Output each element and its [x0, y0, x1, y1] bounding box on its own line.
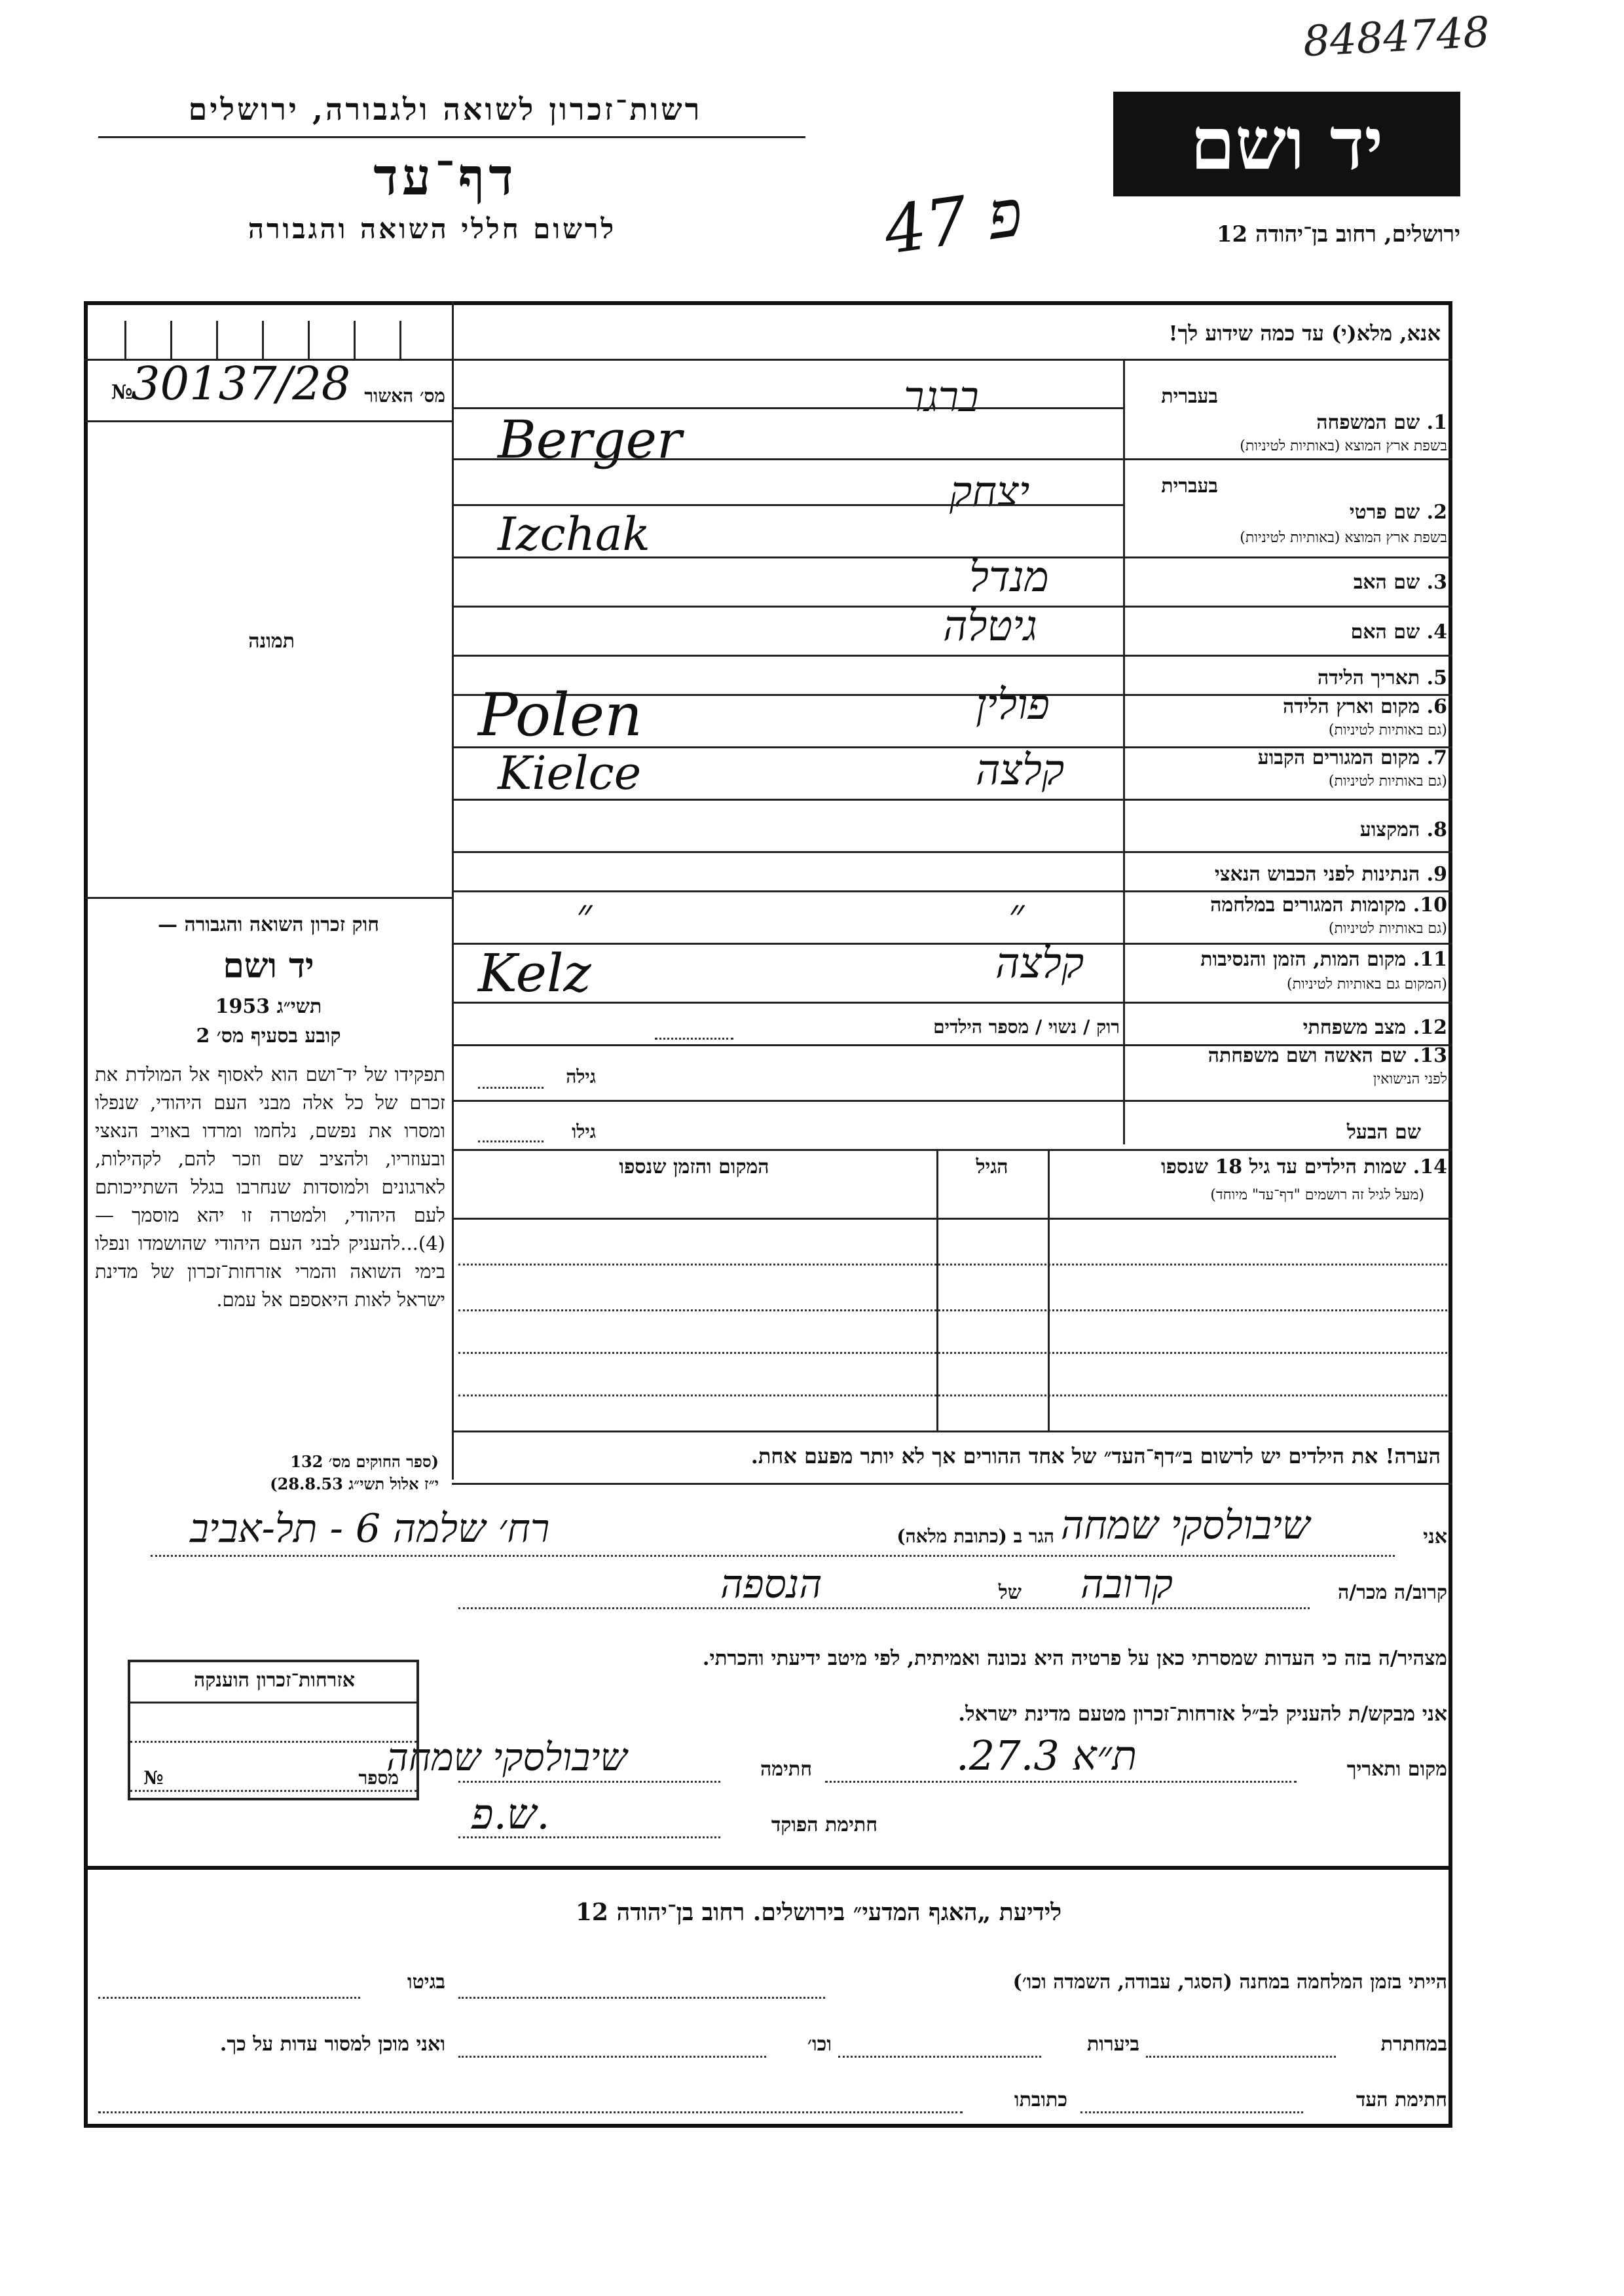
field-10-hw-hebrew: ״ — [1008, 890, 1025, 939]
footer-line3-a: חתימת העד — [1356, 2088, 1447, 2111]
footer-line1-dots-b — [98, 1997, 360, 1999]
footer-title: לידיעת „האגף המדעי״ בירושלים. רחוב בן־יהודה 12 — [575, 1899, 1062, 1926]
field-8-divider — [452, 851, 1452, 853]
law-ref-2: י״ז אלול תשי״ג 28.8.53) — [270, 1474, 439, 1493]
field-13-label: 13. שם האשה ושם משפחתה — [1208, 1044, 1447, 1067]
field-husband-age-dots — [478, 1140, 544, 1142]
law-text: תפקידו של יד־ושם הוא לאסוף אל המולדת את זכרם של כל אלה מבני העם היהודי, שנפלו ומסרו את נפשם, נלחמו ומרדו באויב הנאצי ובעוזריו, ולהציב שם וזכר להם, לקהילות, לארגונים ולמוסדות שנחרבו בגלל השתייכותם לעם היהודי, ולמטרה זו יהא מוסמך — (4)...להעניק לבני העם היהודי שהושמדו ונפלו בימי השואה והמרי אזרחות־זכרון של מדינת ישראל לאות היאספם אל עמם. — [95, 1063, 445, 1311]
decl-officer-line — [458, 1836, 720, 1838]
handwritten-mark: 47 פ — [879, 173, 1027, 270]
field-2-divider-a — [452, 504, 1123, 506]
footer-line3-dots-b — [98, 2111, 963, 2113]
approval-divider — [85, 420, 452, 422]
field-4-label: 4. שם האם — [1350, 621, 1447, 644]
field-7-divider — [452, 799, 1452, 801]
field-4-hw-hebrew: גיטלה — [943, 602, 1037, 651]
field-2-sub: בשפת ארץ המוצא (באותיות לטיניות) — [1240, 530, 1447, 546]
children-row-2 — [458, 1309, 1447, 1311]
field-13-divider — [452, 1100, 1452, 1102]
header-underline — [98, 136, 805, 138]
decl-hw-place-date: ת״א 27.3. — [956, 1732, 1137, 1779]
field-9-label: 9. הנתינות לפני הכבוש הנאצי — [1214, 863, 1447, 886]
handwritten-archive-number: 8484748 — [1302, 8, 1491, 67]
field-10-hw-latin: ״ — [576, 890, 593, 939]
decl-hw-officer: ש.פ. — [471, 1791, 550, 1839]
photo-divider — [85, 897, 452, 899]
form-subtitle: לרשום חללי השואה והגבורה — [248, 213, 617, 245]
field-13-age-dots — [478, 1087, 544, 1089]
children-row-1 — [458, 1264, 1447, 1266]
decl-signature-line — [458, 1781, 720, 1783]
field-13-sub: לפני הנישואין — [1373, 1071, 1447, 1087]
footer-line2-b: ביערות — [1086, 2033, 1139, 2056]
field-1-hebrew-tag: בעברית — [1161, 385, 1218, 408]
decl-gar-b: הגר ב (כתובת מלאה) — [896, 1525, 1054, 1547]
children-col3-header: המקום והזמן שנספו — [619, 1156, 769, 1178]
field-13-age-label: גילה — [566, 1066, 596, 1087]
label-column-divider — [1123, 359, 1125, 1144]
law-year: תשי״ג 1953 — [215, 995, 322, 1018]
children-header-divider — [452, 1218, 1452, 1220]
footer-line2-dots-a — [1146, 2056, 1336, 2058]
field-2-divider — [452, 556, 1452, 558]
note-divider — [452, 1483, 1452, 1485]
field-2-hebrew-tag: בעברית — [1161, 475, 1218, 498]
footer-line2-c: וכו׳ — [807, 2033, 832, 2056]
decl-declare: מצהיר/ה בזה כי העדות שמסרתי כאן על פרטיה היא נכונה ואמיתית, לפי מיטב ידיעתי והכרתי. — [702, 1647, 1447, 1670]
law-clause: קובע בסעיף מס׳ 2 — [196, 1025, 341, 1048]
law-title: חוק זכרון השואה והגבורה — — [158, 913, 379, 936]
field-10-sub: (גם באותיות לטיניות) — [1328, 920, 1447, 937]
field-husband-divider — [452, 1149, 1452, 1151]
form-title: דף־עד — [373, 147, 517, 207]
field-12-label: 12. מצב משפחתי — [1302, 1016, 1447, 1039]
field-1-divider — [452, 458, 1452, 460]
field-6-hw-hebrew: פולין — [976, 681, 1050, 729]
footer-line2-dots-b — [838, 2056, 1041, 2058]
approval-label: מס׳ האשור — [364, 385, 445, 407]
field-8-label: 8. המקצוע — [1359, 818, 1447, 841]
field-10-label: 10. מקומות המגורים במלחמה — [1210, 894, 1447, 917]
footer-line2-a: במחתרת — [1380, 2033, 1447, 2056]
photo-label: תמונה — [248, 630, 295, 653]
field-10-divider — [452, 943, 1452, 945]
children-col1-header: 14. שמות הילדים עד גיל 18 שנספו — [1160, 1156, 1447, 1178]
children-col-divider-2 — [936, 1149, 938, 1430]
children-col2-header: הגיל — [976, 1156, 1008, 1178]
field-6-sub: (גם באותיות לטיניות) — [1328, 722, 1447, 738]
children-row-4 — [458, 1394, 1447, 1396]
field-1-hw-latin: Berger — [498, 409, 682, 470]
footer-divider — [84, 1866, 1452, 1870]
decl-hw-name: שיבולסקי שמחה — [1061, 1503, 1310, 1548]
decl-hw-address: רח׳ שלמה 6 - תל-אביב — [190, 1506, 550, 1552]
citizenship-box — [128, 1660, 419, 1800]
law-name: יד ושם — [223, 946, 314, 986]
decl-signature: חתימה — [760, 1758, 812, 1781]
field-husband-label: שם הבעל — [1346, 1121, 1421, 1144]
decl-place-date: מקום ותאריך — [1346, 1758, 1447, 1781]
children-row-3 — [458, 1352, 1447, 1354]
children-col1-sub: (מעל לגיל זה רושמים "דף־עד" מיוחד) — [1210, 1187, 1424, 1203]
field-6-label: 6. מקום וארץ הלידה — [1282, 695, 1447, 718]
field-11-label: 11. מקום המות, הזמן והנסיבות — [1200, 948, 1447, 971]
decl-shel: של — [998, 1581, 1022, 1604]
decl-line-2 — [458, 1607, 1310, 1609]
field-2-label: 2. שם פרטי — [1349, 501, 1447, 524]
header-address: ירושלים, רחוב בן־יהודה 12 — [1216, 221, 1460, 247]
footer-line2-dots-c — [458, 2056, 766, 2058]
footer-line1-dots-a — [458, 1997, 825, 1999]
citizenship-prefix: № — [143, 1767, 164, 1789]
field-5-label: 5. תאריך הלידה — [1318, 666, 1447, 689]
approval-ticks — [85, 321, 452, 361]
footer-line3-dots-a — [1080, 2111, 1303, 2113]
field-12-dots — [655, 1038, 733, 1040]
field-11-hw-latin: Kelz — [478, 943, 591, 1004]
field-3-hw-hebrew: מנדל — [969, 553, 1049, 602]
approval-prefix: № — [111, 381, 133, 404]
children-col-divider-1 — [1048, 1149, 1050, 1430]
field-9-divider — [452, 890, 1452, 892]
decl-officer: חתימת הפוקד — [771, 1813, 877, 1836]
field-2-hw-latin: Izchak — [498, 507, 650, 561]
approval-number: 30137/28 — [131, 357, 351, 410]
decl-ani: אני — [1423, 1525, 1447, 1548]
field-11-divider — [452, 1002, 1452, 1004]
decl-request: אני מבקש/ת להעניק לב״ל אזרחות־זכרון מטעם מדינת ישראל. — [958, 1702, 1447, 1726]
decl-hw-signature: שיבולסקי שמחה — [386, 1735, 627, 1779]
field-7-label: 7. מקום המגורים הקבוע — [1257, 746, 1447, 769]
field-4-divider — [452, 655, 1452, 657]
field-1-label: 1. שם המשפחה — [1316, 411, 1447, 434]
decl-hw-shel: הנספה — [720, 1561, 822, 1607]
field-1-sub: בשפת ארץ המוצא (באותיות לטיניות) — [1240, 438, 1447, 454]
field-7-hw-latin: Kielce — [498, 746, 642, 800]
footer-line1-b: בגיטו — [407, 1971, 445, 1994]
footer-line3-b: כתובתו — [1014, 2088, 1067, 2111]
field-6-hw-latin: Polen — [478, 681, 643, 750]
yad-vashem-logo: יד ושם — [1113, 92, 1460, 196]
instruction-text: אנא, מלא(י) עד כמה שידוע לך! — [1168, 321, 1441, 346]
field-7-sub: (גם באותיות לטיניות) — [1328, 773, 1447, 790]
decl-relative: קרוב/ה מכר/ה — [1338, 1581, 1447, 1604]
note-text: הערה! את הילדים יש לרשום ב״דף־העד״ של אחד ההורים אך לא יותר מפעם אחת. — [750, 1444, 1441, 1468]
field-1-hw-hebrew: ברגר — [904, 373, 979, 422]
field-12-value: רוק / נשוי / מספר הילדים — [933, 1016, 1120, 1038]
law-ref-1: (ספר החוקים מס׳ 132 — [290, 1452, 439, 1471]
field-11-sub: (המקום גם באותיות לטיניות) — [1287, 976, 1447, 993]
field-husband-age-label: גילו — [572, 1121, 596, 1142]
children-bottom-divider — [452, 1430, 1452, 1432]
footer-line1-a: הייתי בזמן המלחמה במחנה (הסגר, עבודה, השמדה וכו׳) — [1012, 1971, 1447, 1994]
decl-hw-relation: קרובה — [1080, 1561, 1173, 1607]
decl-place-line — [825, 1781, 1297, 1783]
field-2-hw-hebrew: יצחק — [950, 468, 1030, 517]
citizenship-title: אזרחות־זכרון הוענקה — [193, 1669, 356, 1692]
footer-line2-d: ואני מוכן למסור עדות על כך. — [219, 2033, 445, 2056]
field-1-divider-a — [452, 407, 1123, 409]
decl-line-1 — [151, 1555, 1395, 1557]
citizenship-number: מספר — [358, 1767, 399, 1789]
field-7-hw-hebrew: קלצה — [976, 746, 1065, 795]
authority-name: רשות־זכרון לשואה ולגבורה, ירושלים — [188, 92, 703, 127]
field-3-label: 3. שם האב — [1353, 571, 1447, 594]
field-11-hw-hebrew: קלצה — [995, 939, 1084, 988]
